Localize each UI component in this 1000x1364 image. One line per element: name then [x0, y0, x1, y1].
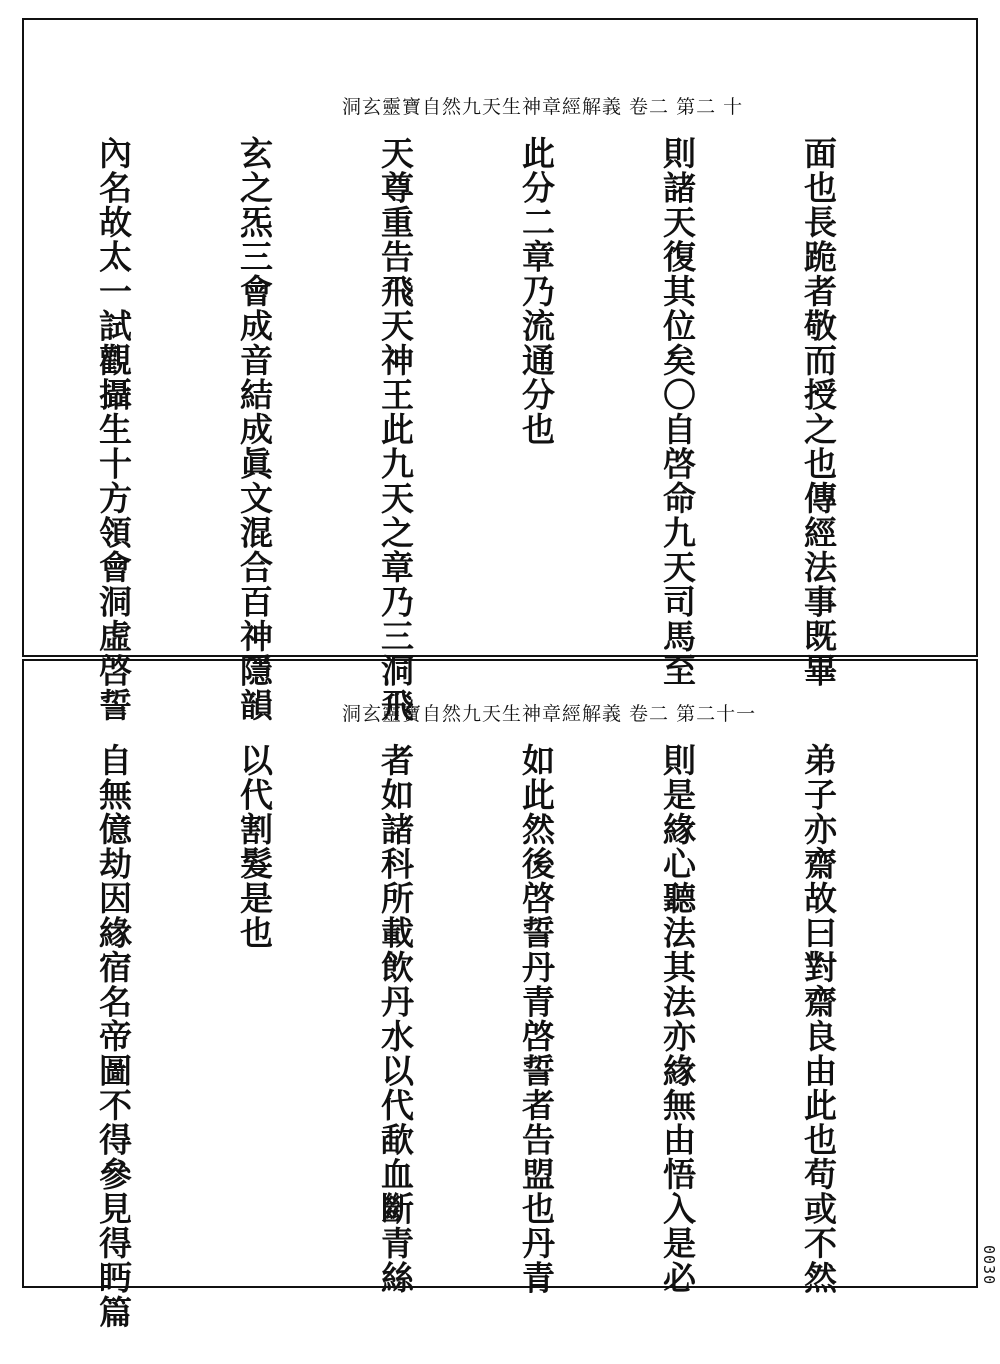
vertical-text-body — [0, 743, 936, 1330]
running-header: 洞玄靈寶自然九天生神章經解義 卷二 第二十一 — [342, 703, 757, 725]
text-column: 者如諸科所載飲丹水以代歃血斷青絲 — [376, 743, 415, 1295]
text-column: 內名故太一試觀攝生十方領會洞虛啓誓 — [94, 136, 133, 723]
text-column: 天尊重告飛天神王此九天之章乃三洞飛 — [376, 136, 415, 723]
running-header: 洞玄靈寶自然九天生神章經解義 卷二 第二 十 — [342, 96, 744, 118]
bottom-page-panel — [22, 659, 978, 1330]
page-number: 0030 — [980, 1245, 998, 1286]
text-column: 如此然後啓誓丹青啓誓者告盟也丹青 — [517, 743, 556, 1295]
text-column: 以代割髮是也 — [235, 743, 274, 950]
text-column: 面也長跪者敬而授之也傳經法事既畢 — [799, 136, 838, 688]
text-column: 此分二章乃流通分也 — [517, 136, 556, 447]
text-column: 玄之炁三會成音結成眞文混合百神隱韻 — [235, 136, 274, 723]
text-column: 弟子亦齋故曰對齋良由此也苟或不然 — [799, 743, 838, 1295]
text-column: 則諸天復其位矣〇自啓命九天司馬至 — [658, 136, 697, 688]
text-column: 則是緣心聽法其法亦緣無由悟入是必 — [658, 743, 697, 1295]
text-column: 自無億劫因緣宿名帝圖不得參見得眄篇 — [94, 743, 133, 1330]
